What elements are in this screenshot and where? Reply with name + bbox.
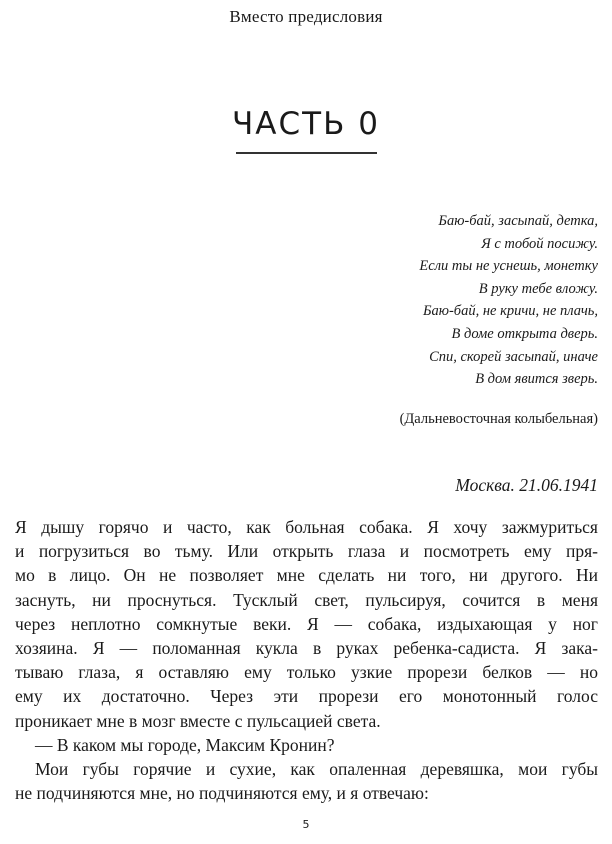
body-line: ему их достаточно. Через эти прорези его монотонный голос [15,686,598,707]
dateline: Москва. 21.06.1941 [455,475,598,495]
epigraph-line: Баю-бай, не кричи, не плачь, [422,303,598,320]
running-head: Вместо предисловия [229,7,383,26]
body-line: через неплотно сомкнутые веки. Я — собака, издыхающая у ног [15,613,598,634]
body-line: мо в лицо. Он не позволяет мне сделать ни того, ни другого. Ни [15,565,598,586]
epigraph-line: Если ты не уснешь, монетку [419,258,598,275]
epigraph [298,210,598,391]
part-title: ЧАСТЬ 0 [232,106,380,142]
epigraph-line: В доме открыта дверь. [451,325,598,342]
page-number: 5 [302,818,310,831]
epigraph-line: Я с тобой посижу. [481,235,598,252]
epigraph-source: (Дальневосточная колыбельная) [399,411,598,427]
body-line: заснуть, ни проснуться. Тусклый свет, пульсируя, сочится в меня [15,589,598,610]
body-line: проникает мне в мозг вместе с пульсацией света. [15,710,381,731]
body-text [15,515,598,805]
epigraph-line: Спи, скорей засыпай, иначе [429,348,598,365]
body-line: хозяина. Я — поломанная кукла в руках ребенка-садиста. Я зака- [15,637,598,658]
body-line: Я дышу горячо и часто, как больная собака. Я хочу зажмуриться [15,517,598,537]
epigraph-line: В руку тебе вложу. [478,280,598,297]
epigraph-line: Баю-бай, засыпай, детка, [438,213,598,229]
body-line: Мои губы горячие и сухие, как опаленная деревяшка, мои губы [35,758,598,779]
body-line: и погрузиться во тьму. Или открыть глаза и посмотреть ему пря- [15,541,598,562]
body-line: тываю глаза, я оставляю ему только узкие прорези белков — но [15,662,598,683]
dialogue-line: — В каком мы городе, Максим Кронин? [35,734,335,755]
epigraph-line: В дом явится зверь. [475,371,598,388]
title-underline [236,152,377,154]
body-line: не подчиняются мне, но подчиняются ему, и я отвечаю: [15,783,429,804]
